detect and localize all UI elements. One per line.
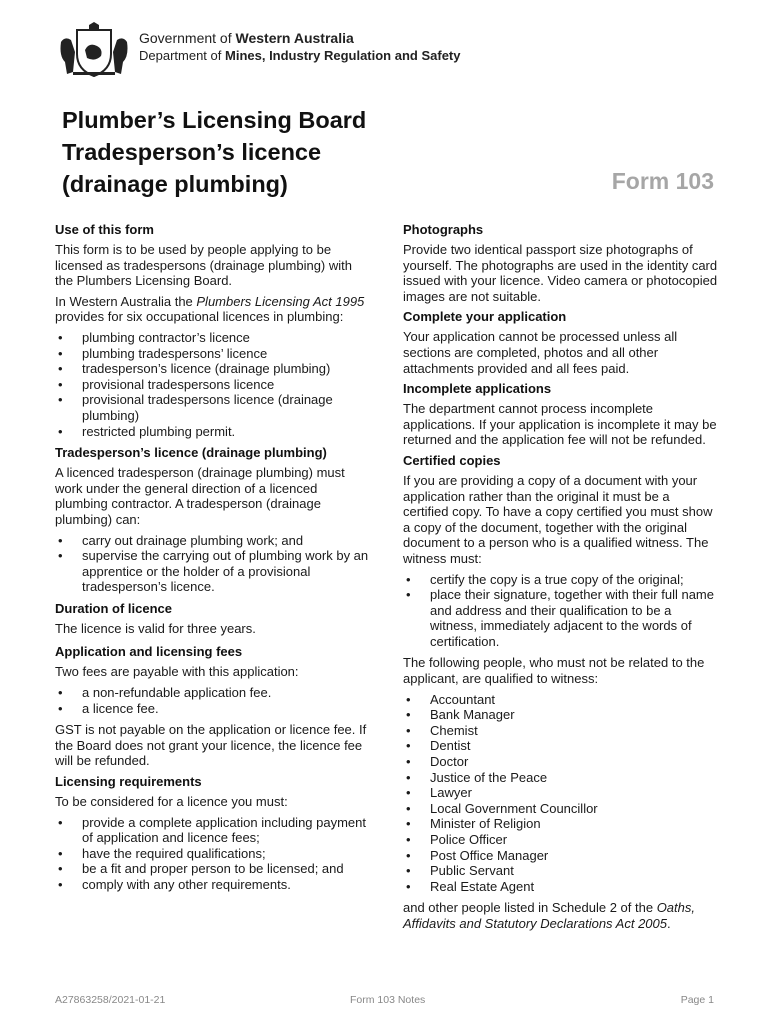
list-item: • Chemist — [403, 723, 718, 739]
footer-page-number: Page 1 — [680, 994, 714, 1006]
list-item: • provide a complete application including payment of application and licence fees; — [55, 815, 370, 846]
dept-prefix: Department of — [139, 48, 225, 63]
list-item: • a licence fee. — [55, 701, 370, 717]
duration-heading: Duration of licence — [55, 600, 173, 616]
list-item: • provisional tradespersons licence — [55, 377, 370, 393]
photographs-paragraph: Provide two identical passport size photographs of yourself. The photographs are used in the identity card issued with your licence. Video camera or photocopied images are not suitable. — [403, 242, 718, 304]
act-text-b: provides for six occupational licences in plumbing: — [55, 309, 344, 325]
fees-paragraph: Two fees are payable with this application: — [55, 664, 299, 680]
incomplete-paragraph: The department cannot process incomplete applications. If your application is incomplete it may be returned and the application fee will not be refunded. — [403, 401, 717, 448]
title-line-2: Tradesperson’s licence — [62, 139, 322, 165]
list-item: • Public Servant — [403, 863, 718, 879]
duration-paragraph: The licence is valid for three years. — [55, 620, 256, 636]
form-number: Form 103 — [611, 168, 714, 194]
photographs-heading: Photographs — [403, 222, 484, 237]
list-item: • Doctor — [403, 754, 718, 770]
list-item: • carry out drainage plumbing work; and — [55, 533, 370, 549]
act-name: Plumbers Licensing Act 1995 — [196, 293, 365, 309]
licence-list — [55, 330, 370, 439]
dept-name: Mines, Industry Regulation and Safety — [225, 48, 461, 63]
certified-list — [403, 572, 718, 650]
list-item: • restricted plumbing permit. — [55, 424, 370, 440]
list-item: • Accountant — [403, 692, 718, 708]
list-item: • comply with any other requirements. — [55, 877, 370, 893]
trade-heading: Tradesperson’s licence (drainage plumbing) — [55, 445, 327, 461]
footer-title: Form 103 Notes — [350, 994, 426, 1006]
witness-list — [403, 692, 718, 895]
schedule-paragraph — [403, 900, 718, 931]
list-item: • Police Officer — [403, 832, 718, 848]
gov-prefix: Government of — [139, 30, 236, 46]
schedule-text-b: . — [667, 915, 671, 931]
use-paragraph: This form is to be used by people applying to be licensed as tradespersons (drainage plumbing) with the Plumbers Licensing Board. — [55, 242, 352, 289]
certified-heading: Certified copies — [403, 452, 501, 468]
list-item: • a non-refundable application fee. — [55, 685, 370, 701]
requirements-heading: Licensing requirements — [55, 774, 202, 790]
list-item: • Bank Manager — [403, 707, 718, 723]
incomplete-heading: Incomplete applications — [403, 381, 552, 397]
footer-reference: A27863258/2021-01-21 — [55, 994, 166, 1006]
list-item: • Real Estate Agent — [403, 879, 718, 895]
act-text-a: In Western Australia the — [55, 293, 197, 309]
complete-paragraph: Your application cannot be processed unless all sections are completed, photos and all other attachments provided and all fees paid. — [403, 329, 678, 376]
title-line-3: (drainage plumbing) — [62, 171, 288, 197]
fees-heading: Application and licensing fees — [55, 644, 243, 660]
left-column — [55, 222, 370, 899]
list-item: • plumbing tradespersons’ licence — [55, 346, 370, 362]
gst-paragraph: GST is not payable on the application or licence fee. If the Board does not grant your licence, the licence fee will be refunded. — [55, 722, 367, 769]
page-header — [55, 18, 715, 78]
list-item: • Justice of the Peace — [403, 770, 718, 786]
government-name — [139, 30, 354, 46]
requirements-list — [55, 815, 370, 893]
right-column — [403, 222, 718, 937]
list-item: • tradesperson’s licence (drainage plumbing) — [55, 361, 370, 377]
list-item: • Minister of Religion — [403, 816, 718, 832]
complete-heading: Complete your application — [403, 309, 567, 325]
list-item: • supervise the carrying out of plumbing work by an apprentice or the holder of a provisional tradesperson’s licence. — [55, 548, 370, 595]
department-name — [139, 48, 460, 63]
list-item: • place their signature, together with their full name and address and their qualification to be a witness, immediately adjacent to the words of certification. — [403, 587, 718, 649]
trade-list — [55, 533, 370, 595]
list-item: • Local Government Councillor — [403, 801, 718, 817]
coat-of-arms-logo — [55, 22, 133, 78]
schedule-act-name: Oaths, Affidavits and Statutory Declarations Act 2005 — [403, 900, 695, 931]
title-line-1: Plumber’s Licensing Board — [62, 107, 367, 133]
list-item: • plumbing contractor’s licence — [55, 330, 370, 346]
schedule-text-a: and other people listed in Schedule 2 of the — [403, 900, 657, 916]
list-item: • certify the copy is a true copy of the original; — [403, 572, 718, 588]
list-item: • Lawyer — [403, 785, 718, 801]
act-paragraph — [55, 294, 370, 325]
trade-paragraph: A licenced tradesperson (drainage plumbing) must work under the general direction of a licenced plumbing contractor. A tradesperson (drainage plumbing) can: — [55, 465, 345, 527]
requirements-paragraph: To be considered for a licence you must: — [55, 794, 288, 810]
witness-paragraph: The following people, who must not be related to the applicant, are qualified to witness: — [403, 655, 705, 687]
list-item: • Dentist — [403, 738, 718, 754]
list-item: • Post Office Manager — [403, 848, 718, 864]
list-item: • provisional tradespersons licence (drainage plumbing) — [55, 392, 370, 423]
gov-name: Western Australia — [235, 30, 354, 46]
list-item: • have the required qualifications; — [55, 846, 370, 862]
list-item: • be a fit and proper person to be licensed; and — [55, 861, 370, 877]
fees-list — [55, 685, 370, 716]
use-heading: Use of this form — [55, 222, 154, 237]
certified-paragraph: If you are providing a copy of a document with your application rather than the original it must be a certified copy. To have a copy certified you must show a copy of the document, together with the original document to a person who is a qualified witness. The witness must: — [403, 472, 713, 566]
